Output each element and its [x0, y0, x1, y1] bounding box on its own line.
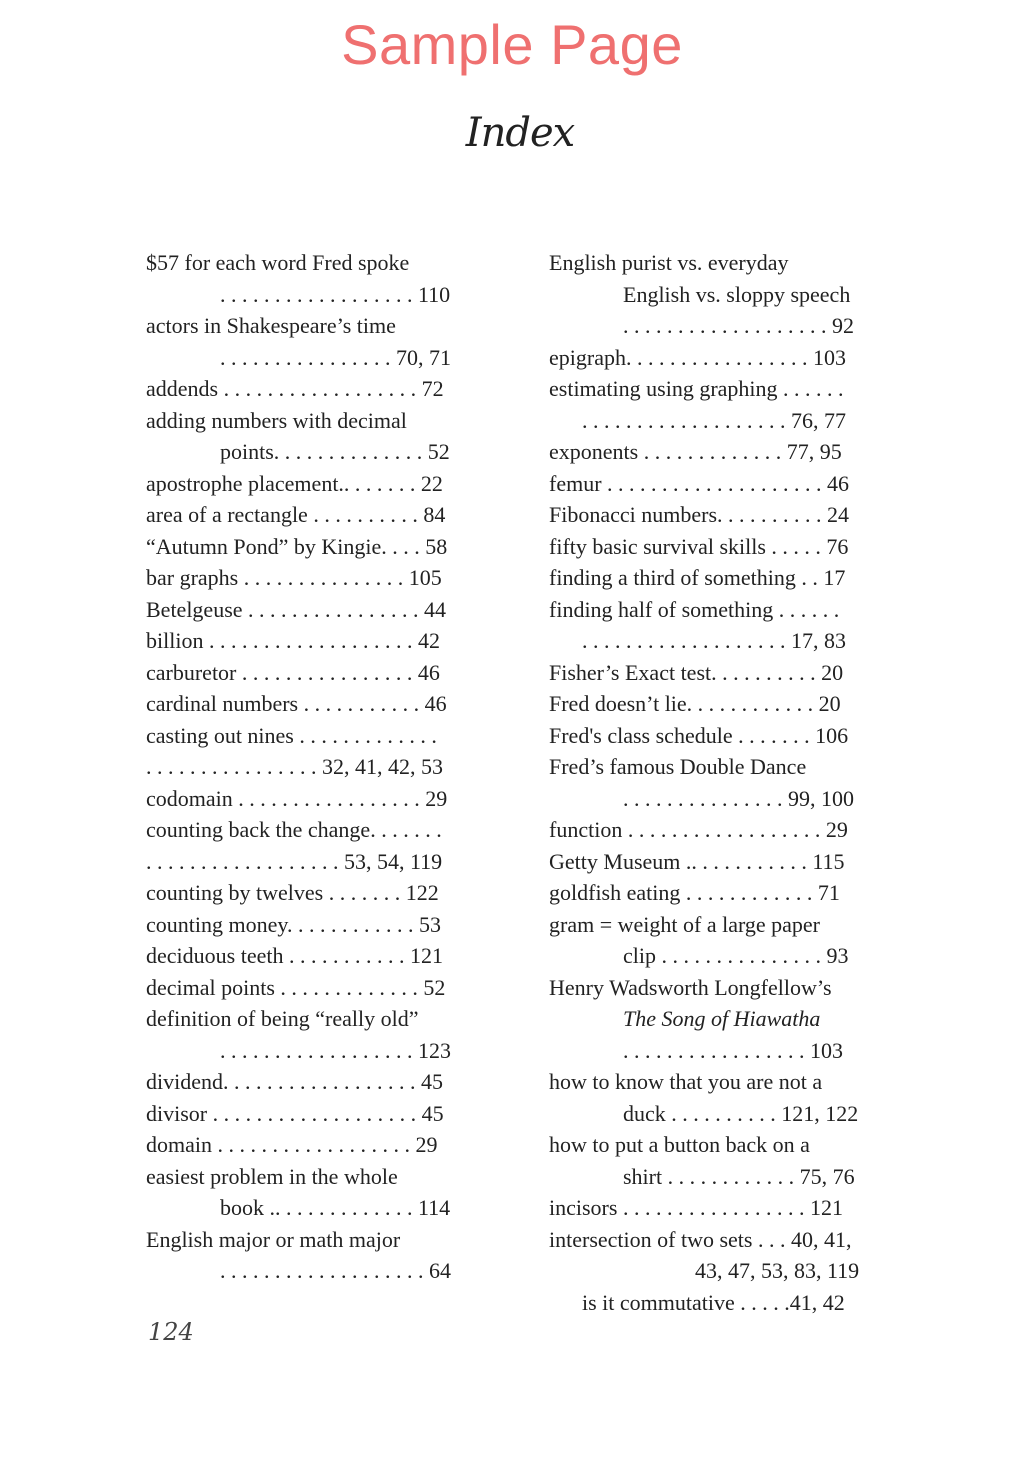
index-entry-pages: . . . . . . . . . . . . . . . . . . 123 [220, 1037, 451, 1063]
index-entry-continuation: English vs. sloppy speech [623, 281, 851, 307]
index-entry: domain . . . . . . . . . . . . . . . . . . 29 [146, 1132, 438, 1157]
index-entry: dividend. . . . . . . . . . . . . . . . . . 45 [146, 1069, 443, 1094]
index-left-column [146, 247, 476, 1287]
index-entry-pages: . . . . . . . . . . . . . . . . . . 110 [220, 281, 451, 307]
index-entry: casting out nines . . . . . . . . . . . . . [146, 722, 437, 748]
index-entry: billion . . . . . . . . . . . . . . . . . . . 42 [146, 628, 440, 653]
index-entry: Getty Museum .. . . . . . . . . . . 115 [549, 848, 845, 874]
index-right-column [549, 247, 884, 1318]
index-entry: easiest problem in the whole [146, 1163, 398, 1189]
index-entry-pages: points. . . . . . . . . . . . . . 52 [220, 439, 450, 464]
index-entry: Fibonacci numbers. . . . . . . . . . 24 [549, 502, 850, 527]
index-entry: Fred doesn’t lie. . . . . . . . . . . . 20 [549, 691, 841, 716]
index-entry: English major or math major [146, 1226, 401, 1252]
index-entry: epigraph. . . . . . . . . . . . . . . . . 103 [549, 344, 846, 370]
index-entry-pages: . . . . . . . . . . . . . . . . . . . 17, 83 [582, 628, 846, 653]
index-entry: counting money. . . . . . . . . . . . 53 [146, 911, 441, 937]
index-entry: $57 for each word Fred spoke [146, 250, 410, 275]
index-entry: definition of being “really old” [146, 1006, 419, 1031]
index-entry: goldfish eating . . . . . . . . . . . . 71 [549, 880, 840, 905]
index-entry: counting by twelves . . . . . . . 122 [146, 880, 439, 905]
index-entry: finding half of something . . . . . . [549, 596, 840, 622]
index-entry: addends . . . . . . . . . . . . . . . . . . 72 [146, 376, 444, 401]
index-entry: Fred's class schedule . . . . . . . 106 [549, 722, 849, 748]
index-entry-pages: . . . . . . . . . . . . . . . . . . 53, 54, 119 [146, 848, 443, 874]
index-entry-pages: 43, 47, 53, 83, 119 [695, 1258, 860, 1283]
index-entry: English purist vs. everyday [549, 250, 789, 275]
index-entry: decimal points . . . . . . . . . . . . . 52 [146, 974, 446, 1000]
index-entry-pages: . . . . . . . . . . . . . . . . . . . 64 [220, 1258, 451, 1283]
index-entry-pages: duck . . . . . . . . . . 121, 122 [623, 1100, 859, 1126]
index-entry-pages: . . . . . . . . . . . . . . . . 70, 71 [220, 344, 451, 370]
index-entry: estimating using graphing . . . . . . [549, 376, 844, 401]
index-entry: femur . . . . . . . . . . . . . . . . . . . . 46 [549, 470, 850, 496]
index-entry-pages: book .. . . . . . . . . . . . . 114 [220, 1195, 451, 1220]
index-entry-pages: . . . . . . . . . . . . . . . . . . . 92 [623, 313, 854, 338]
sample-page-watermark: Sample Page [341, 13, 683, 76]
index-entry: function . . . . . . . . . . . . . . . . . . 29 [549, 817, 848, 842]
index-entry: Fred’s famous Double Dance [549, 754, 807, 779]
index-entry-pages: shirt . . . . . . . . . . . . 75, 76 [623, 1163, 855, 1189]
index-entry: carburetor . . . . . . . . . . . . . . . . 46 [146, 659, 440, 685]
index-entry-pages: . . . . . . . . . . . . . . . . 32, 41, 42, 53 [146, 754, 443, 779]
index-entry: codomain . . . . . . . . . . . . . . . . . 29 [146, 785, 448, 811]
index-entry: deciduous teeth . . . . . . . . . . . 121 [146, 943, 443, 968]
index-entry: cardinal numbers . . . . . . . . . . . 46 [146, 691, 447, 716]
index-entry: incisors . . . . . . . . . . . . . . . . . 121 [549, 1195, 843, 1220]
index-entry: adding numbers with decimal [146, 407, 407, 433]
index-entry: gram = weight of a large paper [549, 911, 821, 937]
index-entry-pages: . . . . . . . . . . . . . . . . . . . 76, 77 [582, 407, 846, 433]
page-number: 124 [148, 1318, 194, 1346]
index-entry: Fisher’s Exact test. . . . . . . . . . 20 [549, 659, 844, 685]
index-entry: “Autumn Pond” by Kingie. . . . 58 [146, 533, 448, 559]
index-entry: counting back the change. . . . . . . [146, 817, 442, 842]
index-entry: exponents . . . . . . . . . . . . . 77, 95 [549, 439, 842, 464]
index-entry-pages: . . . . . . . . . . . . . . . . . 103 [623, 1037, 843, 1063]
index-entry: intersection of two sets . . . 40, 41, [549, 1226, 852, 1252]
index-entry: how to know that you are not a [549, 1069, 823, 1094]
index-entry: actors in Shakespeare’s time [146, 313, 396, 338]
index-entry-book-title: The Song of Hiawatha [623, 1006, 821, 1031]
index-entry: Betelgeuse . . . . . . . . . . . . . . . . 44 [146, 596, 447, 622]
index-entry-pages: . . . . . . . . . . . . . . . 99, 100 [623, 785, 854, 811]
index-subentry: is it commutative . . . . .41, 42 [582, 1289, 845, 1315]
index-entry-pages: clip . . . . . . . . . . . . . . . 93 [623, 943, 849, 968]
index-entry: fifty basic survival skills . . . . . 76 [549, 533, 849, 559]
index-entry: area of a rectangle . . . . . . . . . . 84 [146, 502, 446, 527]
page-title: Index [465, 110, 575, 156]
index-entry: apostrophe placement.. . . . . . . 22 [146, 470, 443, 496]
index-entry: bar graphs . . . . . . . . . . . . . . . 105 [146, 565, 442, 590]
index-entry: divisor . . . . . . . . . . . . . . . . . . . 45 [146, 1100, 444, 1126]
index-entry: Henry Wadsworth Longfellow’s [549, 974, 832, 1000]
index-entry: how to put a button back on a [549, 1132, 810, 1157]
index-entry: finding a third of something . . 17 [549, 565, 846, 590]
